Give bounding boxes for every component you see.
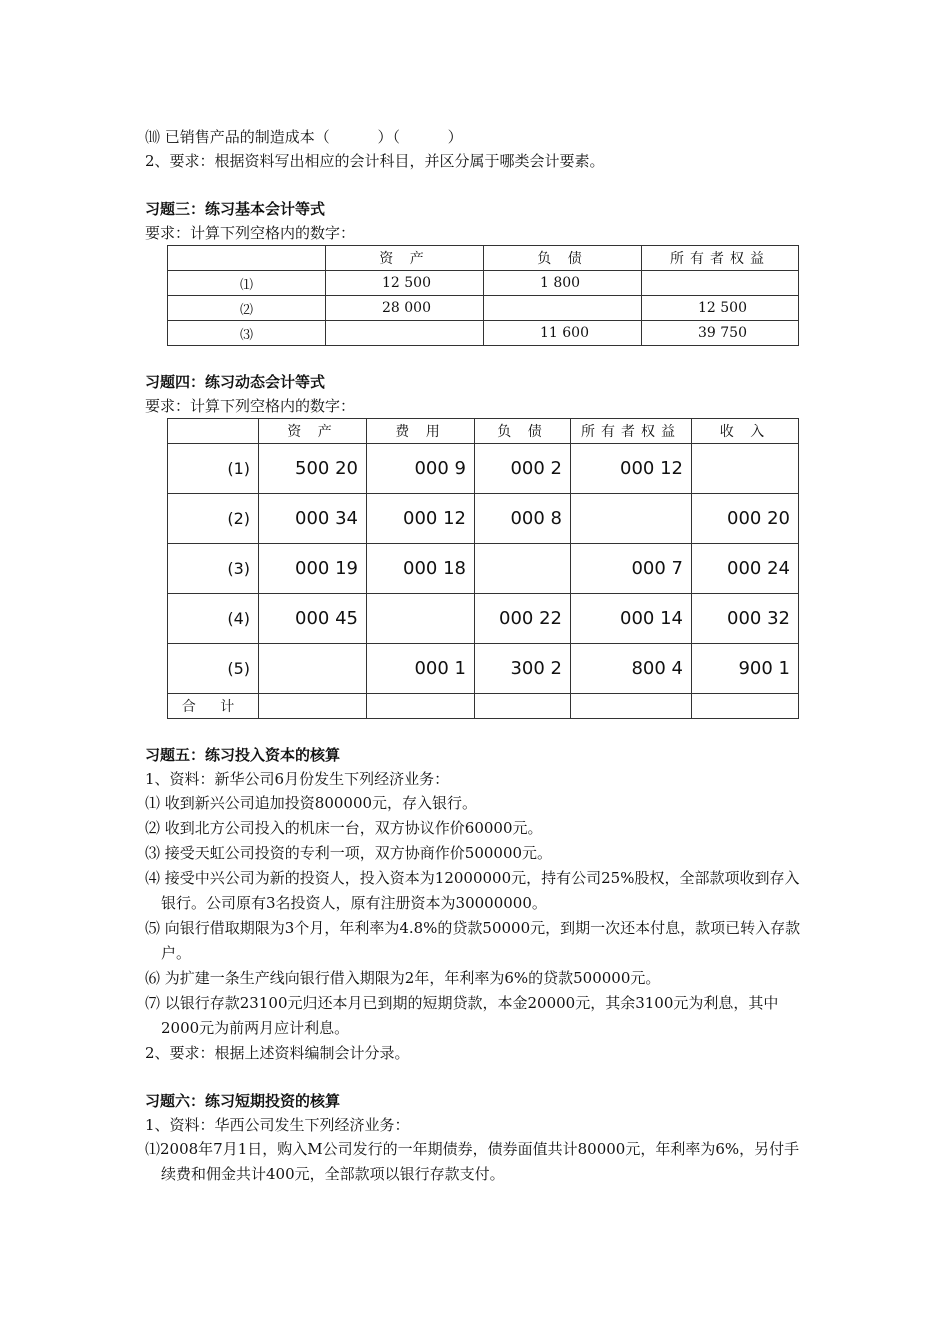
ex3-cell-assets: 12 500: [326, 271, 484, 296]
list-item: ⑴2008年7月1日，购入M公司发行的一年期债券，债券面值共计80000元，年利率为6%，另付手续费和佣金共计400元，全部款项以银行存款支付。: [145, 1140, 800, 1183]
ex4-table: [167, 418, 799, 719]
table-row: [168, 444, 799, 494]
ex4-row-label: (4): [168, 594, 259, 644]
ex4-total-cell: [367, 694, 475, 719]
ex4-cell-expenses: 000 9: [367, 444, 475, 494]
ex4-cell-liabilities: 000 8: [475, 494, 571, 544]
ex3-cell-liabilities: [484, 296, 642, 321]
list-item: ⑶ 接受天虹公司投资的专利一项，双方协商作价500000元。: [145, 844, 553, 862]
ex3-cell-equity: 39 750: [642, 321, 799, 346]
ex4-cell-liabilities: 000 2: [475, 444, 571, 494]
ex4-cell-equity: 000 7: [571, 544, 692, 594]
ex4-cell-expenses: [367, 594, 475, 644]
ex6-title: 习题六：练习短期投资的核算: [145, 1092, 341, 1110]
ex4-cell-assets: 500 20: [259, 444, 367, 494]
ex3-title: 习题三：练习基本会计等式: [145, 200, 326, 218]
list-item: ⑷ 接受中兴公司为新的投资人，投入资本为12000000元，持有公司25%股权，全部款项收到存入银行。公司原有3名投资人，原有注册资本为30000000。: [145, 869, 800, 912]
ex3-header-blank: [168, 246, 326, 271]
ex3-header-equity: 所有者权益: [642, 246, 799, 271]
ex4-cell-expenses: 000 12: [367, 494, 475, 544]
list-item: ⑹ 为扩建一条生产线向银行借入期限为2年，年利率为6%的贷款500000元。: [145, 969, 661, 987]
ex4-cell-revenue: 900 1: [692, 644, 799, 694]
list-item: ⑵ 收到北方公司投入的机床一台，双方协议作价60000元。: [145, 819, 543, 837]
ex5-material: 1、资料：新华公司6月份发生下列经济业务：: [145, 770, 450, 788]
ex4-total-cell: [571, 694, 692, 719]
ex4-cell-equity: [571, 494, 692, 544]
ex3-requirement: 要求：计算下列空格内的数字：: [145, 224, 356, 242]
ex4-cell-assets: 000 19: [259, 544, 367, 594]
ex4-cell-equity: 000 12: [571, 444, 692, 494]
ex4-cell-assets: 000 45: [259, 594, 367, 644]
table-row: [168, 271, 799, 296]
ex3-header-row: [168, 246, 799, 271]
ex4-header-liabilities: 负 债: [475, 419, 571, 444]
ex3-cell-equity: 12 500: [642, 296, 799, 321]
ex4-row-label: (1): [168, 444, 259, 494]
ex4-row-label: (5): [168, 644, 259, 694]
ex4-cell-expenses: 000 18: [367, 544, 475, 594]
ex4-total-row: [168, 694, 799, 719]
ex3-table: [167, 245, 799, 346]
ex4-cell-revenue: 000 24: [692, 544, 799, 594]
ex3-header-assets: 资 产: [326, 246, 484, 271]
ex4-title: 习题四：练习动态会计等式: [145, 373, 326, 391]
ex4-cell-revenue: [692, 444, 799, 494]
ex4-total-cell: [259, 694, 367, 719]
ex3-cell-assets: 28 000: [326, 296, 484, 321]
ex4-cell-liabilities: 000 22: [475, 594, 571, 644]
ex4-cell-revenue: 000 20: [692, 494, 799, 544]
ex4-cell-equity: 800 4: [571, 644, 692, 694]
ex4-cell-expenses: 000 1: [367, 644, 475, 694]
ex4-cell-equity: 000 14: [571, 594, 692, 644]
ex4-cell-liabilities: [475, 544, 571, 594]
ex4-header-equity: 所有者权益: [571, 419, 692, 444]
table-row: [168, 494, 799, 544]
list-item: ⑺ 以银行存款23100元归还本月已到期的短期贷款，本金20000元，其余3100元为利息，其中2000元为前两月应计利息。: [145, 994, 779, 1037]
ex3-cell-equity: [642, 271, 799, 296]
ex4-total-cell: [692, 694, 799, 719]
table-row: [168, 321, 799, 346]
ex4-cell-assets: 000 34: [259, 494, 367, 544]
table-row: [168, 544, 799, 594]
ex3-row-label: ⑵: [168, 296, 326, 321]
ex4-row-label: (2): [168, 494, 259, 544]
table-row: [168, 594, 799, 644]
ex3-row-label: ⑶: [168, 321, 326, 346]
ex5-title: 习题五：练习投入资本的核算: [145, 746, 341, 764]
ex3-row-label: ⑴: [168, 271, 326, 296]
ex4-total-cell: [475, 694, 571, 719]
list-item: ⑴ 收到新兴公司追加投资800000元，存入银行。: [145, 794, 478, 812]
ex3-header-liabilities: 负 债: [484, 246, 642, 271]
ex4-row-label: (3): [168, 544, 259, 594]
ex4-header-expenses: 费 用: [367, 419, 475, 444]
ex4-cell-assets: [259, 644, 367, 694]
ex3-cell-assets: [326, 321, 484, 346]
ex4-requirement: 要求：计算下列空格内的数字：: [145, 397, 356, 415]
ex4-header-assets: 资 产: [259, 419, 367, 444]
ex3-cell-liabilities: 11 600: [484, 321, 642, 346]
ex4-total-label: 合 计: [168, 694, 259, 719]
ex5-requirement: 2、要求：根据上述资料编制会计分录。: [145, 1044, 410, 1062]
intro-line-1: ⑽ 已销售产品的制造成本（ ）（ ）: [145, 128, 463, 146]
ex3-cell-liabilities: 1 800: [484, 271, 642, 296]
ex4-header-row: [168, 419, 799, 444]
ex4-header-revenue: 收 入: [692, 419, 799, 444]
ex6-material: 1、资料：华西公司发生下列经济业务：: [145, 1116, 410, 1134]
list-item: ⑸ 向银行借取期限为3个月，年利率为4.8%的贷款50000元，到期一次还本付息，款项已转入存款户。: [145, 919, 801, 962]
ex4-cell-revenue: 000 32: [692, 594, 799, 644]
ex4-cell-liabilities: 300 2: [475, 644, 571, 694]
ex4-header-blank: [168, 419, 259, 444]
table-row: [168, 296, 799, 321]
document-page: [145, 125, 805, 1187]
table-row: [168, 644, 799, 694]
intro-line-2: 2、要求：根据资料写出相应的会计科目，并区分属于哪类会计要素。: [145, 152, 605, 170]
